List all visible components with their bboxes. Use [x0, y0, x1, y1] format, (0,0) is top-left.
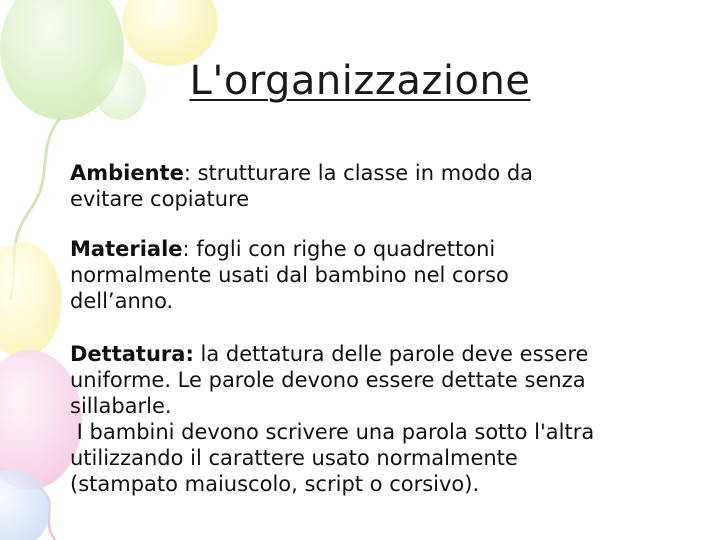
- block-line: Dettatura: la dettatura delle parole deve essere: [70, 342, 589, 366]
- block-term: Materiale: [70, 237, 183, 261]
- balloon-yellow-left-icon: [0, 242, 62, 358]
- balloon-yellow-icon: [122, 0, 218, 66]
- block-line: (stampato maiuscolo, script o corsivo).: [70, 472, 480, 496]
- block-line: normalmente usati dal bambino nel corso: [70, 263, 509, 287]
- block-dettatura: [70, 341, 690, 497]
- block-line: Materiale: fogli con righe o quadrettoni: [70, 237, 496, 261]
- block-line: uniforme. Le parole devono essere dettate senza: [70, 368, 586, 392]
- block-line: I bambini devono scrivere una parola sotto l'altra: [70, 420, 595, 444]
- block-term: Dettatura:: [70, 342, 194, 366]
- block-line: sillabarle.: [70, 394, 172, 418]
- block-term: Ambiente: [70, 161, 184, 185]
- block-materiale: [70, 236, 690, 314]
- slide-title: L'organizzazione: [189, 58, 531, 104]
- block-line: evitare copiature: [70, 187, 250, 211]
- block-ambiente: [70, 160, 690, 212]
- block-line: utilizzando il carattere usato normalmente: [70, 446, 518, 470]
- block-line: Ambiente: strutturare la classe in modo da: [70, 161, 534, 185]
- block-line: dell’anno.: [70, 289, 174, 313]
